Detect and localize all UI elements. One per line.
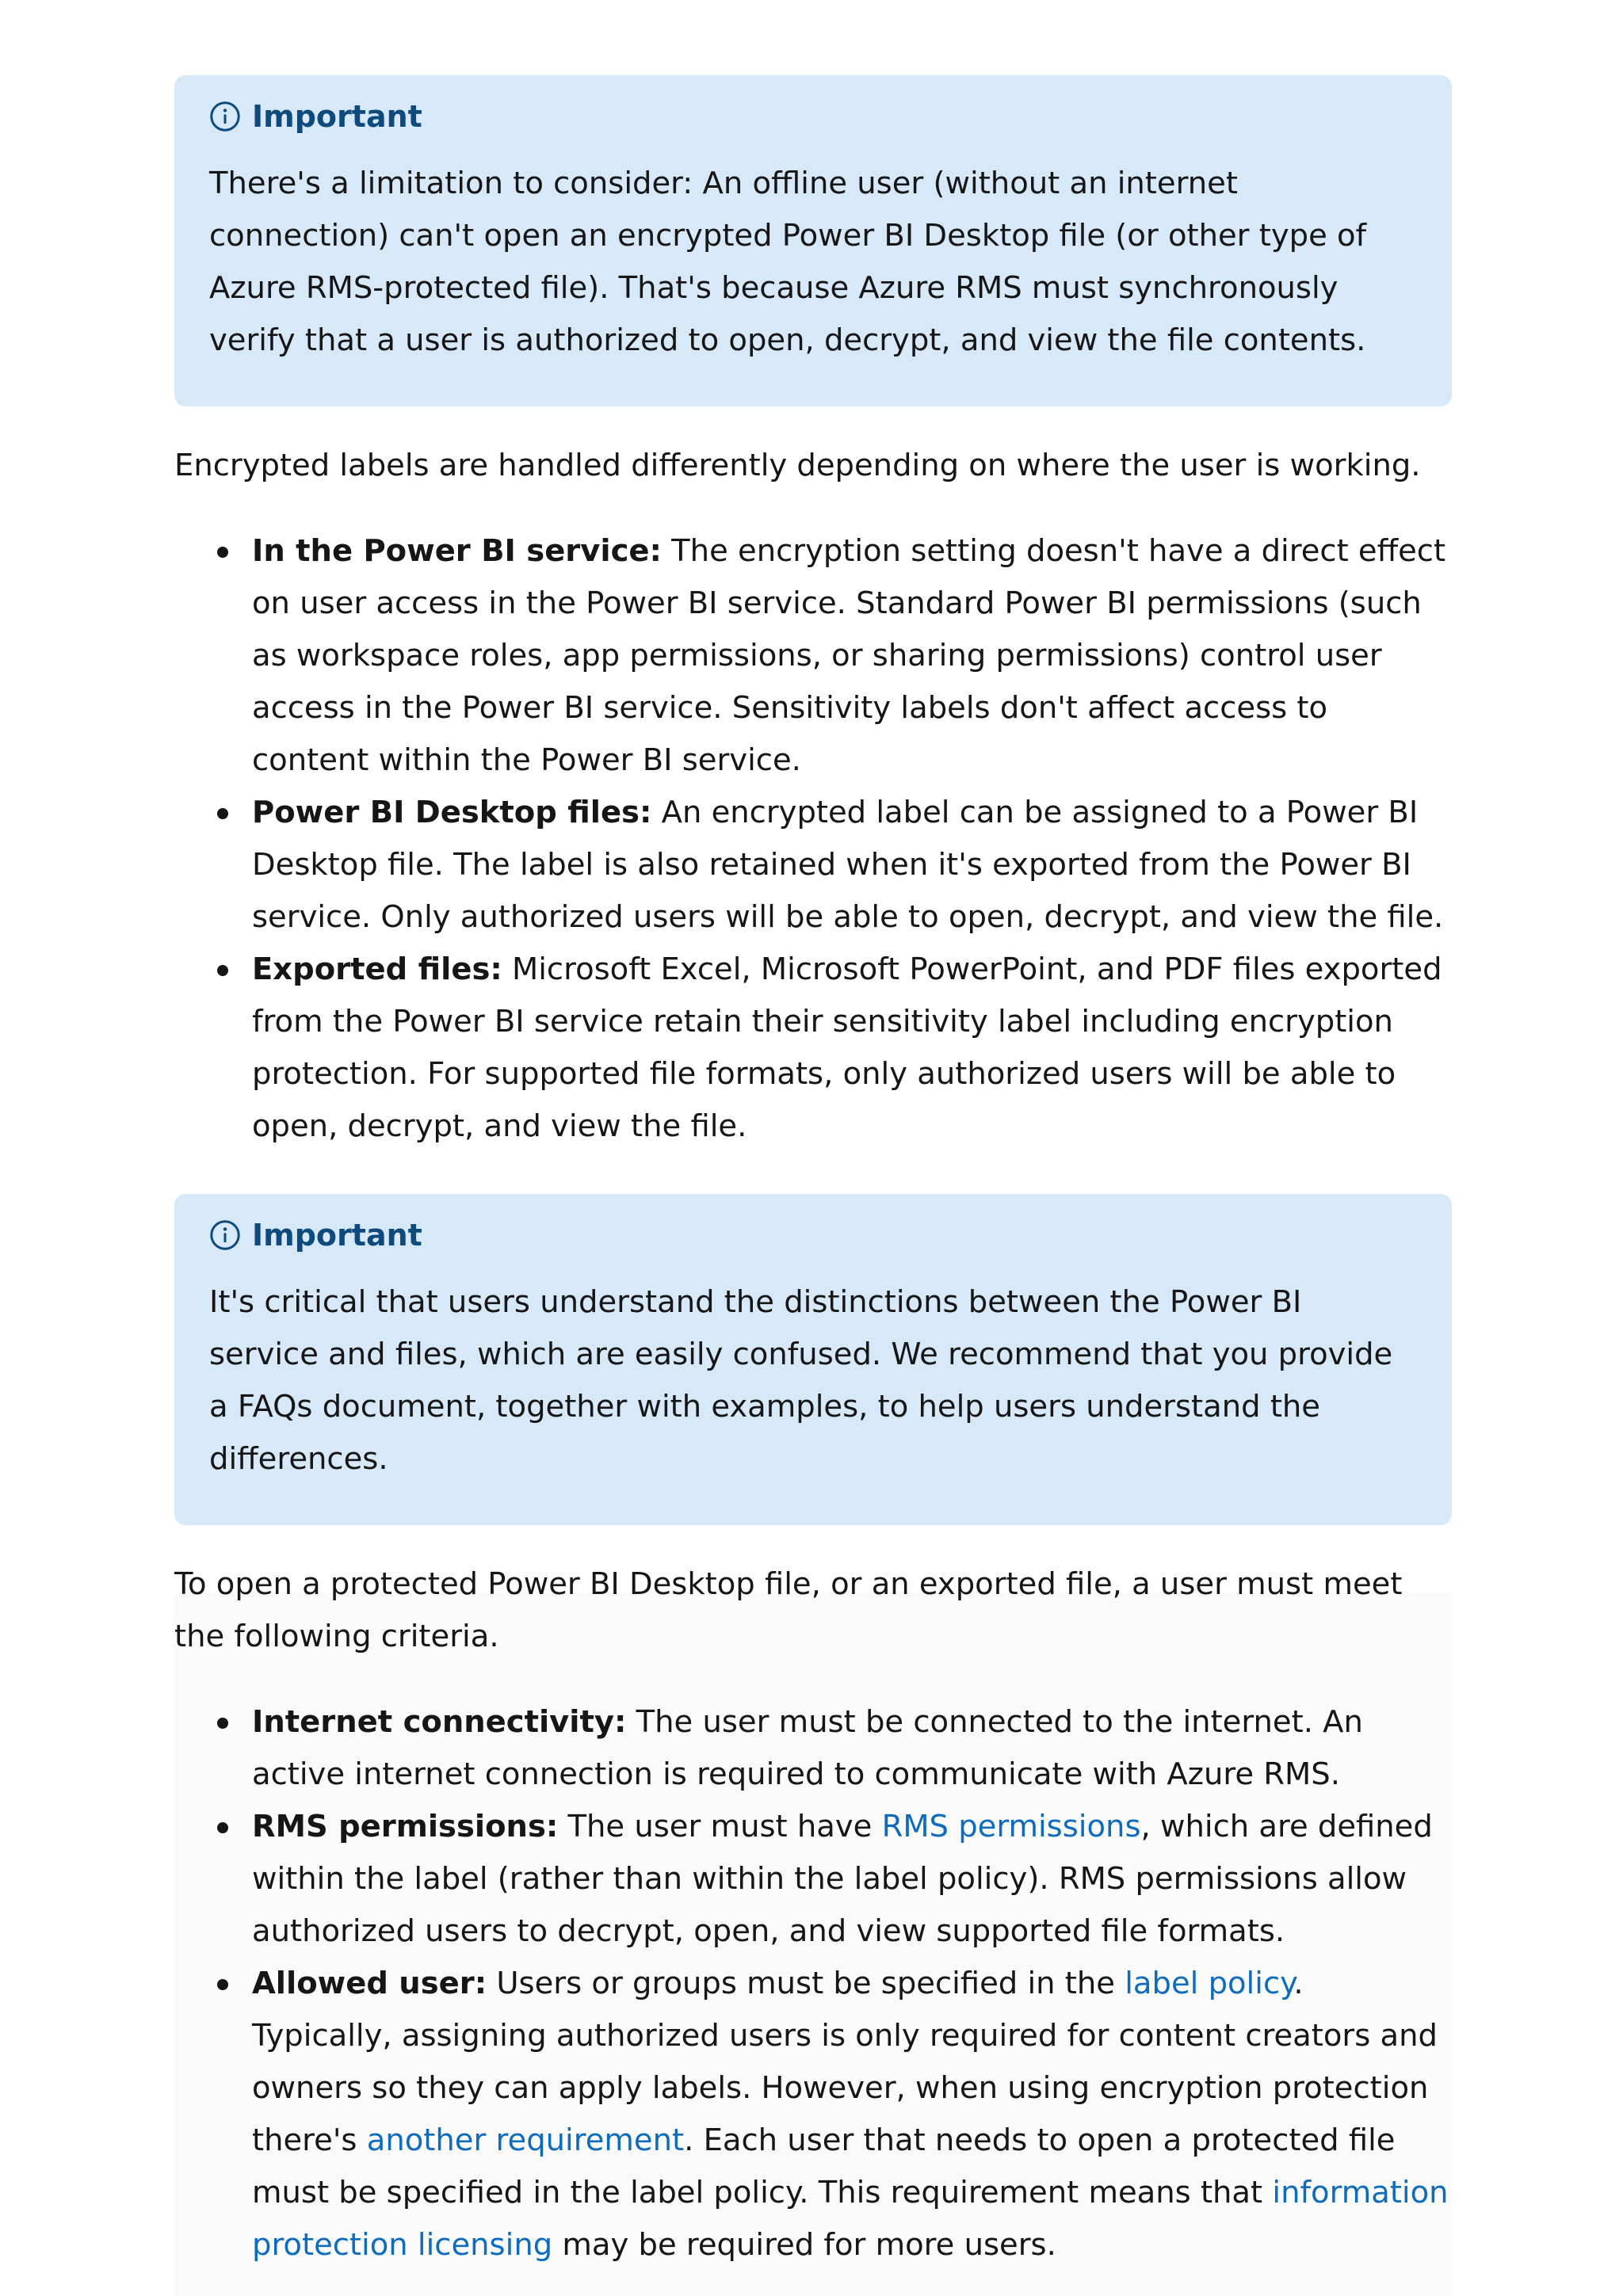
list-item-term: RMS permissions: — [252, 1809, 559, 1844]
alert-body: It's critical that users understand the distinctions between the Power BI service and files, which are easily confused. We recommend that you provide a FAQs document, together with examples, to help users understand the differences. — [209, 1284, 1393, 1477]
list-item-text: Users or groups must be specified in the — [487, 1966, 1125, 2001]
alert-title-text: Important — [252, 99, 422, 134]
criteria-list — [174, 1696, 1452, 2271]
alert-body: There's a limitation to consider: An offline user (without an internet connection) can't open an encrypted Power BI Desktop file (or other type of Azure RMS-protected file). That's because Azure RMS must synchronously verify that a user is authorized to open, decrypt, and view the file contents. — [209, 166, 1367, 358]
list-item — [252, 1696, 1452, 1801]
list-item-text: The user must be connected to the internet. An active internet connection is required to communicate with Azure RMS. — [252, 1704, 1363, 1792]
paragraph-open-criteria: To open a protected Power BI Desktop file, or an exported file, a user must meet the following criteria. — [174, 1566, 1403, 1654]
info-icon — [209, 1219, 241, 1251]
list-item-term: In the Power BI service: — [252, 533, 662, 569]
alert-title — [209, 1211, 1417, 1259]
list-item-text: The encryption setting doesn't have a direct effect on user access in the Power BI service. Standard Power BI permissions (such as workspace roles, app permissions, or sharing permissions) control user access in the Power BI service. Sensitivity labels don't affect access to content within the Power BI service. — [252, 533, 1446, 778]
list-item — [252, 1958, 1452, 2271]
list-item-text: , which are defined within the label (rather than within the label policy). RMS permissions allow authorized users to decrypt, open, and view supported file formats. — [252, 1809, 1433, 1949]
important-alert-distinctions — [174, 1194, 1452, 1525]
info-icon — [209, 101, 241, 132]
list-item-text: The user must have — [558, 1809, 882, 1844]
list-item-text: . Each user that needs to open a protected file must be specified in the label policy. This requirement means that — [252, 2122, 1396, 2210]
alert-title — [209, 93, 1417, 140]
list-item — [252, 787, 1452, 944]
list-item-term: Allowed user: — [252, 1966, 487, 2001]
list-item — [252, 944, 1452, 1153]
important-alert-offline — [174, 75, 1452, 406]
article-content — [174, 75, 1452, 2271]
list-item-text: . Typically, assigning authorized users is only required for content creators and owners so they can apply labels. However, when using encryption protection there's — [252, 1966, 1438, 2158]
rms-permissions-link[interactable]: RMS permissions — [881, 1809, 1141, 1844]
encrypted-labels-list — [174, 525, 1452, 1153]
list-item-term: Exported files: — [252, 952, 502, 987]
list-item-term: Power BI Desktop files: — [252, 795, 652, 830]
list-item-term: Internet connectivity: — [252, 1704, 627, 1740]
alert-title-text: Important — [252, 1218, 422, 1253]
information-protection-licensing-link[interactable]: information protection licensing — [252, 2175, 1449, 2263]
another-requirement-link[interactable]: another requirement — [366, 2122, 685, 2158]
label-policy-link[interactable]: label policy — [1125, 1966, 1294, 2001]
list-item-text: An encrypted label can be assigned to a Power BI Desktop file. The label is also retained when it's exported from the Power BI service. Only authorized users will be able to open, decrypt, and view the file. — [252, 795, 1444, 935]
list-item-text: may be required for more users. — [552, 2227, 1056, 2263]
list-item — [252, 1801, 1452, 1958]
list-item — [252, 525, 1452, 787]
paragraph-encrypted-labels: Encrypted labels are handled differently depending on where the user is working. — [174, 448, 1421, 483]
list-item-text: Microsoft Excel, Microsoft PowerPoint, and PDF files exported from the Power BI service retain their sensitivity label including encryption protection. For supported file formats, only authorized users will be able to open, decrypt, and view the file. — [252, 952, 1442, 1144]
